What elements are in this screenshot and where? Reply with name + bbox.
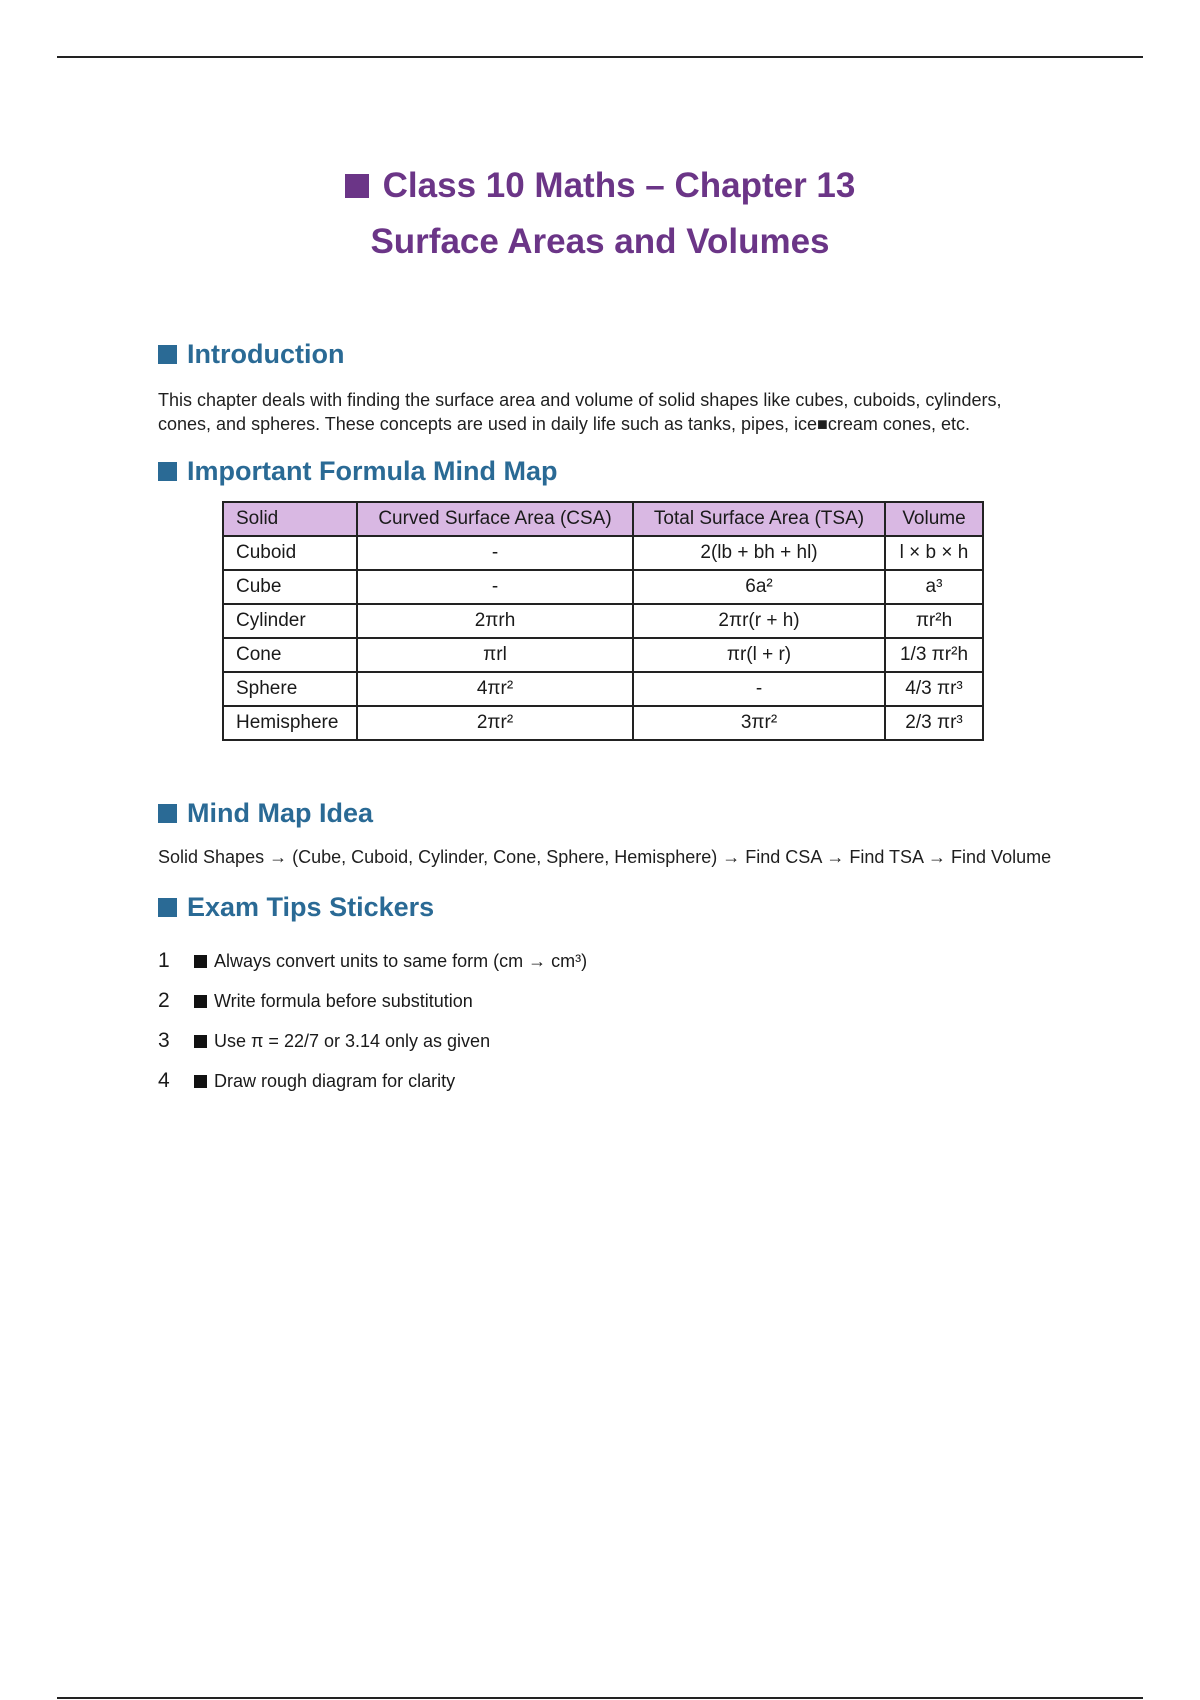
cell-tsa: 2πr(r + h)	[633, 604, 885, 638]
cell-tsa: -	[633, 672, 885, 706]
table-row	[223, 638, 983, 672]
formula-table	[222, 501, 984, 741]
top-rule	[57, 56, 1143, 58]
cell-volume: a³	[885, 570, 983, 604]
bottom-rule	[57, 1697, 1143, 1699]
title-text-1: Class 10 Maths – Chapter 13	[382, 166, 856, 205]
tip-square-icon	[194, 1075, 207, 1088]
table-row	[223, 604, 983, 638]
mindmap-heading-text: Mind Map Idea	[187, 797, 374, 828]
heading-square-icon	[158, 898, 177, 917]
cell-volume: 2/3 πr³	[885, 706, 983, 740]
tips-heading	[158, 889, 1058, 925]
tip-number: 1	[158, 949, 170, 972]
cell-solid: Cylinder	[223, 604, 357, 638]
mindmap-text: Solid Shapes → (Cube, Cuboid, Cylinder, Cone, Sphere, Hemisphere) → Find CSA → Find TSA → Find Volume	[158, 847, 1052, 867]
cell-csa: -	[357, 536, 633, 570]
cell-csa: -	[357, 570, 633, 604]
cell-volume: 4/3 πr³	[885, 672, 983, 706]
document-title	[0, 158, 1200, 270]
cell-tsa: 6a²	[633, 570, 885, 604]
list-item	[158, 1021, 1058, 1061]
tips-heading-text: Exam Tips Stickers	[187, 891, 435, 922]
cell-tsa: 3πr²	[633, 706, 885, 740]
tip-text: Write formula before substitution	[214, 990, 473, 1011]
table-row	[223, 706, 983, 740]
cell-csa: πrl	[357, 638, 633, 672]
column-header-volume: Volume	[885, 502, 983, 536]
cell-csa: 4πr²	[357, 672, 633, 706]
cell-solid: Cone	[223, 638, 357, 672]
heading-square-icon	[158, 804, 177, 823]
cell-solid: Cuboid	[223, 536, 357, 570]
column-header-csa: Curved Surface Area (CSA)	[357, 502, 633, 536]
tip-number: 4	[158, 1069, 170, 1092]
title-text-2: Surface Areas and Volumes	[370, 222, 830, 261]
cell-volume: l × b × h	[885, 536, 983, 570]
title-line-1	[0, 158, 1200, 214]
table-row	[223, 536, 983, 570]
mindmap-heading	[158, 795, 1058, 831]
introduction-text: This chapter deals with finding the surface area and volume of solid shapes like cubes, cuboids, cylinders, cones, and spheres. These concepts are used in daily life such as tanks, pipes, ice■cream cones, etc.	[158, 390, 1002, 434]
list-item	[158, 941, 1058, 981]
cell-solid: Hemisphere	[223, 706, 357, 740]
introduction-heading	[158, 336, 1058, 372]
title-line-2	[0, 214, 1200, 270]
table-row	[223, 672, 983, 706]
tip-text: Always convert units to same form (cm → cm³)	[214, 950, 588, 971]
cell-volume: 1/3 πr²h	[885, 638, 983, 672]
cell-csa: 2πr²	[357, 706, 633, 740]
cell-volume: πr²h	[885, 604, 983, 638]
formula-heading	[158, 453, 1058, 489]
title-square-icon	[345, 174, 369, 198]
cell-solid: Cube	[223, 570, 357, 604]
document-body	[158, 336, 1058, 1101]
cell-solid: Sphere	[223, 672, 357, 706]
cell-tsa: 2(lb + bh + hl)	[633, 536, 885, 570]
cell-tsa: πr(l + r)	[633, 638, 885, 672]
introduction-heading-text: Introduction	[187, 338, 345, 369]
tip-square-icon	[194, 995, 207, 1008]
heading-square-icon	[158, 462, 177, 481]
list-item	[158, 981, 1058, 1021]
tip-number: 3	[158, 1029, 170, 1052]
formula-heading-text: Important Formula Mind Map	[187, 455, 558, 486]
heading-square-icon	[158, 345, 177, 364]
tip-text: Draw rough diagram for clarity	[214, 1070, 456, 1091]
cell-csa: 2πrh	[357, 604, 633, 638]
column-header-solid: Solid	[223, 502, 357, 536]
table-header-row	[223, 502, 983, 536]
column-header-tsa: Total Surface Area (TSA)	[633, 502, 885, 536]
table-row	[223, 570, 983, 604]
tip-number: 2	[158, 989, 170, 1012]
tips-list	[158, 941, 1058, 1101]
tip-text: Use π = 22/7 or 3.14 only as given	[214, 1030, 491, 1051]
tip-square-icon	[194, 1035, 207, 1048]
list-item	[158, 1061, 1058, 1101]
tip-square-icon	[194, 955, 207, 968]
